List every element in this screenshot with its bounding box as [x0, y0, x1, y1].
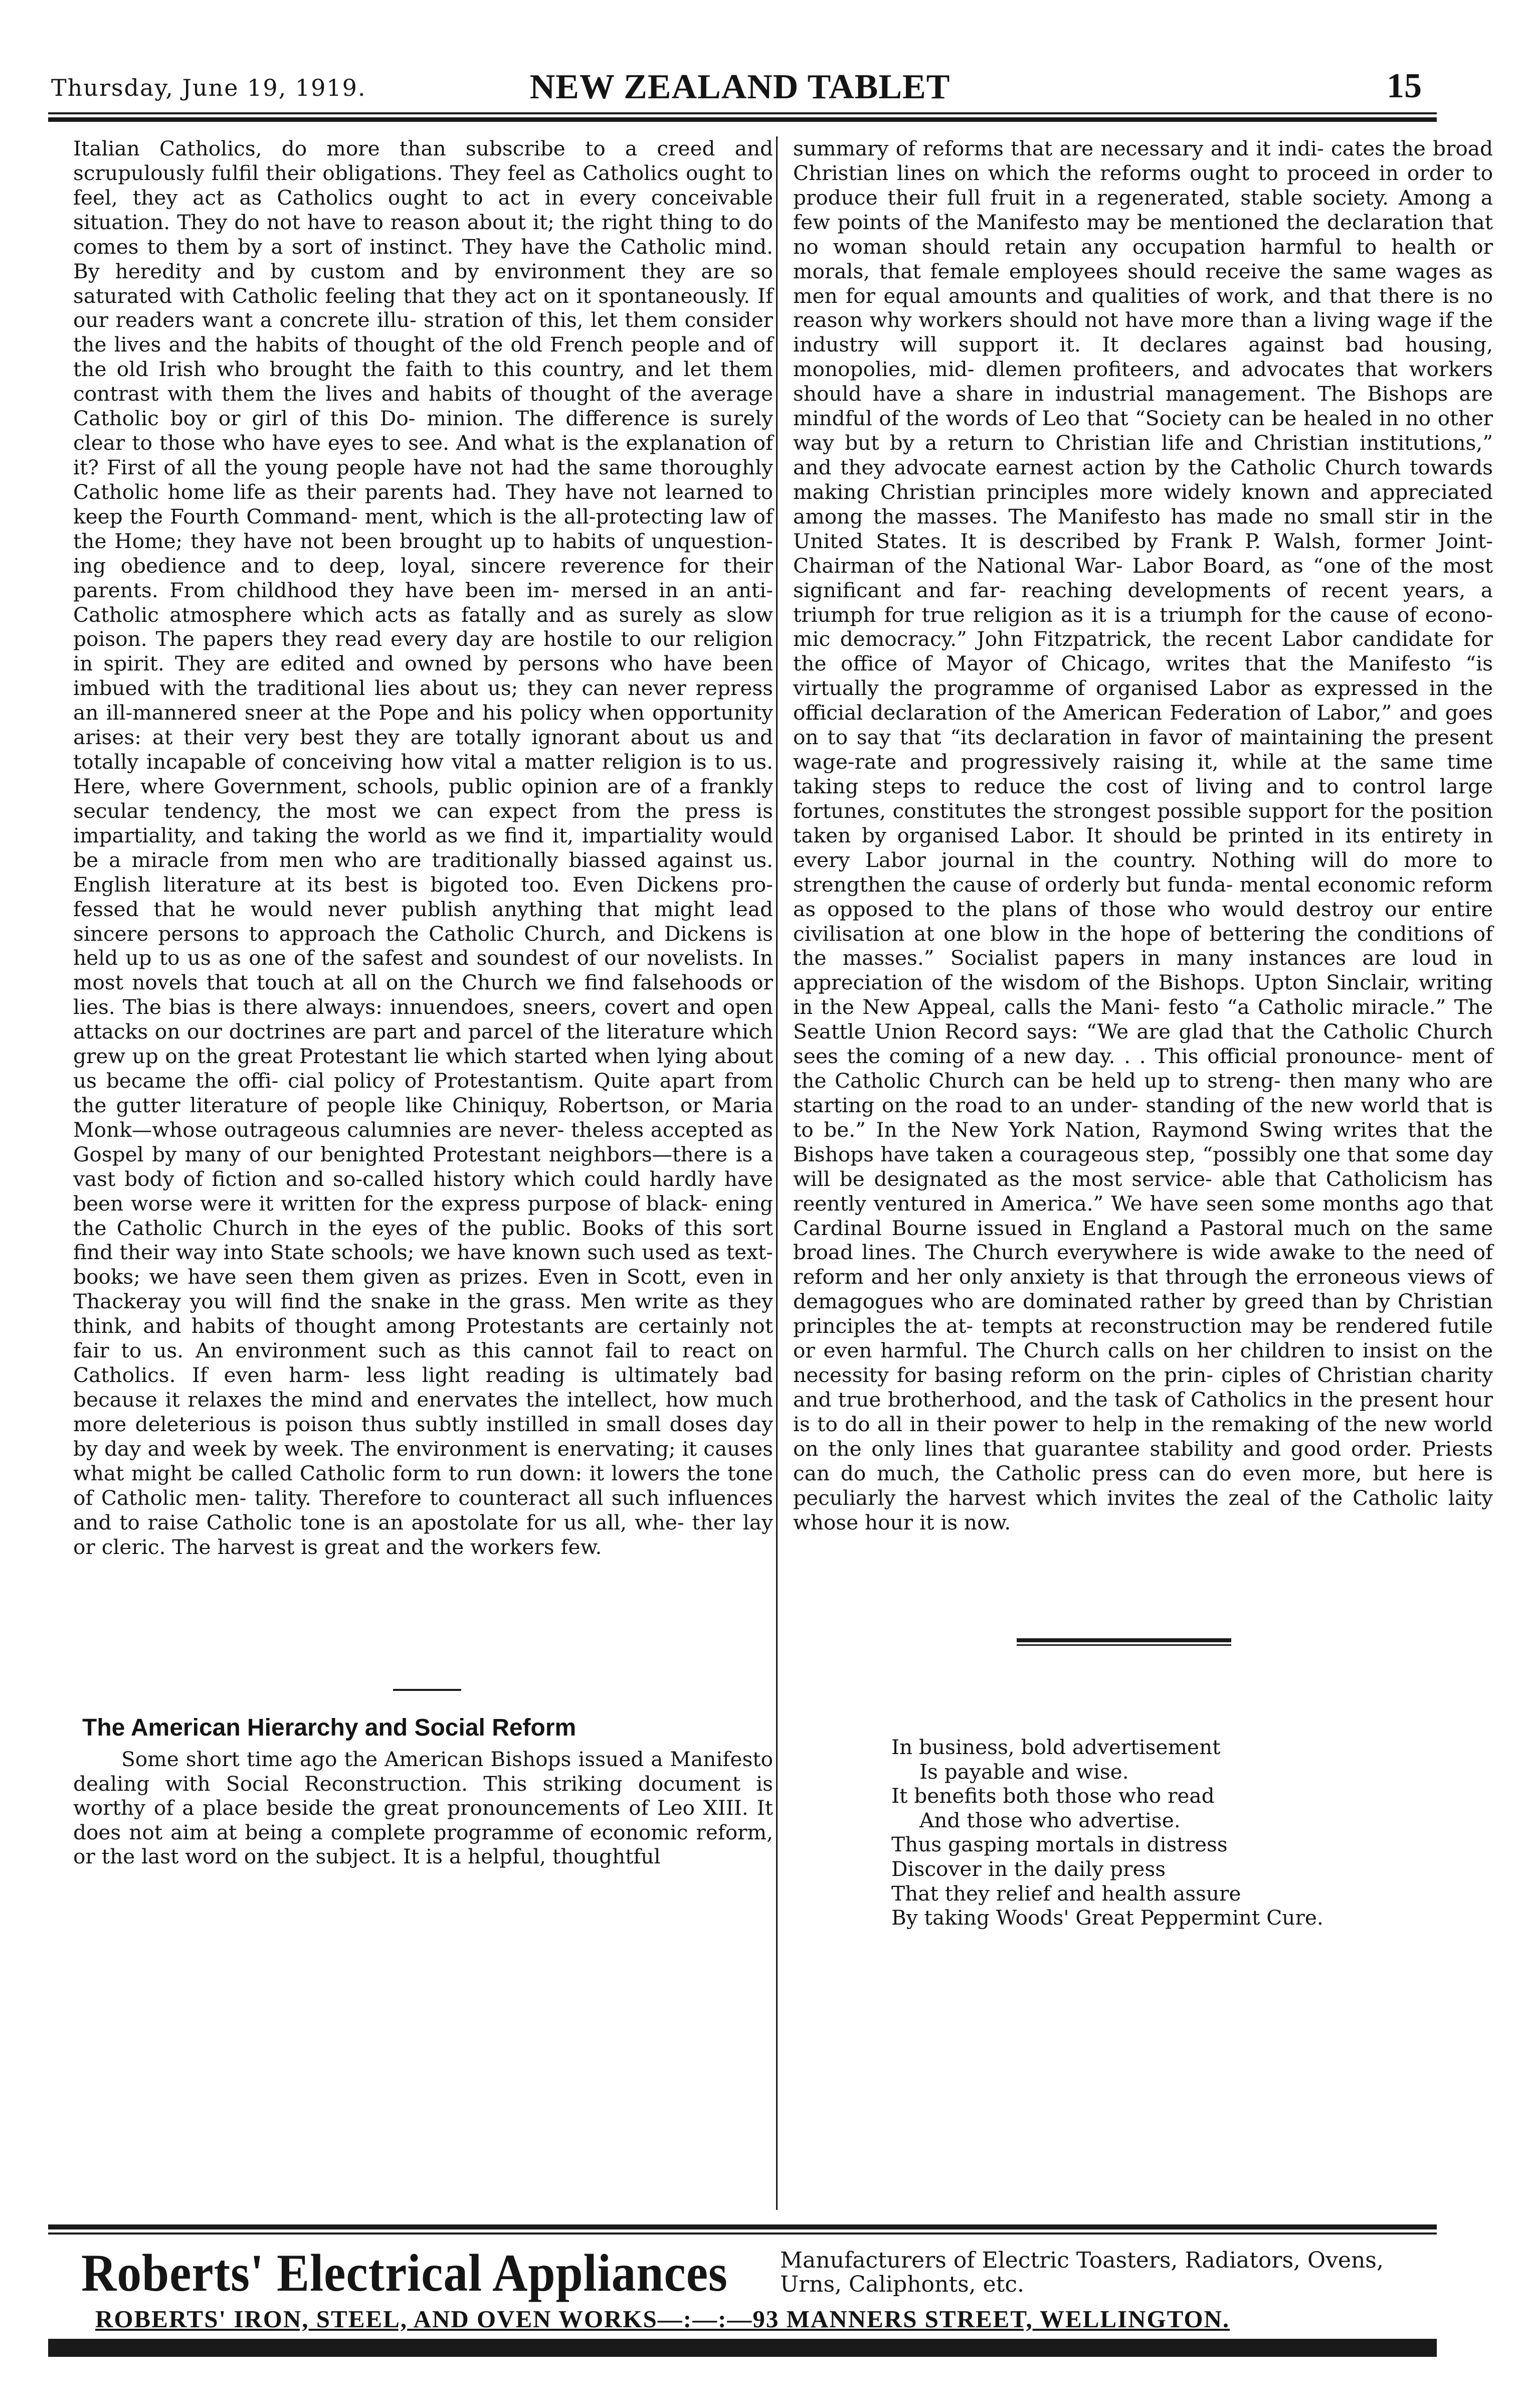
- left-column: [73, 136, 773, 1559]
- verse-line: It benefits both those who read: [891, 1784, 1215, 1808]
- verse-line: Thus gasping mortals in distress: [891, 1832, 1228, 1857]
- verse-line: By taking Woods' Great Peppermint Cure.: [891, 1906, 1323, 1930]
- ad-description: Manufacturers of Electric Toasters, Radiators, Ovens, Urns, Caliphonts, etc.: [780, 2248, 1384, 2297]
- verse-line: And those who advertise.: [919, 1808, 1181, 1832]
- verse-line: Is payable and wise.: [919, 1759, 1129, 1784]
- section-separator: [393, 1689, 461, 1691]
- section-paragraph: Some short time ago the American Bishops issued a Manifesto dealing with Social Reconstruction. This striking document is worthy of a place beside the great pronouncements of Leo XIII. It does not aim at being a complete programme of economic reform, or the last word on the subject. It is a helpful, thoughtful: [73, 1747, 774, 1869]
- masthead-rule-thin: [48, 112, 1437, 114]
- right-column-text: summary of reforms that are necessary and it indi- cates the broad Christian lines on which the reforms ought to proceed in order to produce their full fruit in a regenerated, stable society. Among a few points of the Manifesto may be mentioned the declaration that no woman should retain any occupation harmful to health or morals, that female employees should receive the same wages as men for equal amounts and qualities of work, and that there is no reason why workers should not have more than a living wage if the industry will support it. It declares against bad housing, monopolies, mid- dlemen profiteers, and advocates that workers should have a share in industrial management. The Bishops are mindful of the words of Leo that “Society can be healed in no other way but by a return to Christian life and Christian institutions,” and they advocate earnest action by the Catholic Church towards making Christian principles more widely known and appreciated among the masses. The Manifesto has made no small stir in the United States. It is described by Frank P. Walsh, former Joint-Chairman of the National War- Labor Board, as “one of the most significant and far- reaching developments of recent years, a triumph for true religion as it is a triumph for the cause of econo- mic democracy.” John Fitzpatrick, the recent Labor candidate for the office of Mayor of Chicago, writes that the Manifesto “is virtually the programme of organised Labor as expressed in the official declaration of the American Federation of Labor,” and goes on to say that “its declaration in favor of maintaining the present wage-rate and progressively raising it, while at the same time taking steps to reduce the cost of living and to control large fortunes, constitutes the strongest possible support for the position taken by organised Labor. It should be printed in its entirety in every Labor journal in the country. Nothing will do more to strengthen the cause of orderly but funda- mental economic reform as opposed to the plans of those who would destroy our entire civilisation at one blow in the hope of bettering the conditions of the masses.” Socialist papers in many instances are loud in appreciation of the wisdom of the Bishops. Upton Sinclair, writing in the New Appeal, calls the Mani- festo “a Catholic miracle.” The Seattle Union Record says: “We are glad that the Catholic Church sees the coming of a new day. . . This official pronounce- ment of the Catholic Church can be held up to streng- then many who are starting on the road to an under- standing of the new world that is to be.” In the New York Nation, Raymond Swing writes that the Bishops have taken a courageous step, “possibly one that some day will be designated as the most service- able that Catholicism has reently ventured in America.” We have seen some months ago that Cardinal Bourne issued in England a Pastoral much on the same broad lines. The Church everywhere is wide awake to the need of reform and her only anxiety is that through the erroneous views of demagogues who are dominated rather by greed than by Christian principles the at- tempts at reconstruction may be rendered futile or even harmful. The Church calls on her children to insist on the necessity for basing reform on the prin- ciples of Christian charity and true brotherhood, and the task of Catholics in the present hour is to do all in their power to help in the remaking of the new world on the only lines that guarantee stability and good order. Priests can do much, the Catholic press can do even more, but here is peculiarly the harvest which invites the zeal of the Catholic laity whose hour it is now.: [793, 136, 1493, 1534]
- right-column: [793, 136, 1493, 1535]
- advertisement-banner: [48, 2224, 1437, 2360]
- poem-separator-thick: [1017, 1638, 1231, 1642]
- masthead: [48, 64, 1432, 107]
- ad-address: ROBERTS' IRON, STEEL, AND OVEN WORKS—:—:—93 MANNERS STREET, WELLINGTON.: [95, 2305, 1230, 2333]
- ad-rule: [48, 2224, 1437, 2229]
- column-divider: [776, 136, 778, 2210]
- verse-line: That they relief and health assure: [891, 1881, 1241, 1906]
- section-body: [73, 1747, 773, 1869]
- ad-brand-name: Roberts' Electrical Appliances: [81, 2244, 728, 2302]
- left-column-text: Italian Catholics, do more than subscribe to a creed and scrupulously fulfil their obligations. They feel as Catholics ought to feel, they act as Catholics ought to act in every conceivable situation. They do not have to reason about it; the right thing to do comes to them by a sort of instinct. They have the Catholic mind. By heredity and by custom and by environment they are so saturated with Catholic feeling that they act on it spontaneously. If our readers want a concrete illu- stration of this, let them consider the lives and the habits of thought of the old French people and of the old Irish who brought the faith to this country, and let them contrast with them the lives and habits of thought of the average Catholic boy or girl of this Do- minion. The difference is surely clear to those who have eyes to see. And what is the explanation of it? First of all the young people have not had the same thoroughly Catholic home life as their parents had. They have not learned to keep the Fourth Command- ment, which is the all-protecting law of the Home; they have not been brought up to habits of unquestion- ing obedience and to deep, loyal, sincere reverence for their parents. From childhood they have been im- mersed in an anti-Catholic atmosphere which acts as fatally and as surely as slow poison. The papers they read every day are hostile to our religion in spirit. They are edited and owned by persons who have been imbued with the traditional lies about us; they can never repress an ill-mannered sneer at the Pope and his policy when opportunity arises: at their very best they are totally ignorant about us and totally incapable of conceiving how vital a matter religion is to us. Here, where Government, schools, public opinion are of a frankly secular tendency, the most we can expect from the press is impartiality, and taking the world as we find it, impartiality would be a miracle from men who are traditionally biassed against us. English literature at its best is bigoted too. Even Dickens pro- fessed that he would never publish anything that might lead sincere persons to approach the Catholic Church, and Dickens is held up to us as one of the safest and soundest of our novelists. In most novels that touch at all on the Church we find falsehoods or lies. The bias is there always: innuendoes, sneers, covert and open attacks on our doctrines are part and parcel of the literature which grew up on the great Protestant lie which started when lying about us became the offi- cial policy of Protestantism. Quite apart from the gutter literature of people like Chiniquy, Robertson, or Maria Monk—whose outrageous calumnies are never- theless accepted as Gospel by many of our benighted Protestant neighbors—there is a vast body of fiction and so-called history which could hardly have been worse were it written for the express purpose of black- ening the Catholic Church in the eyes of the public. Books of this sort find their way into State schools; we have known such used as text-books; we have seen them given as prizes. Even in Scott, even in Thackeray you will find the snake in the grass. Men write as they think, and habits of thought among Protestants are certainly not fair to us. An environment such as this cannot fail to react on Catholics. If even harm- less light reading is ultimately bad because it relaxes the mind and enervates the intellect, how much more deleterious is poison thus subtly instilled in small doses day by day and week by week. The environment is enervating; it causes what might be called Catholic form to run down: it lowers the tone of Catholic men- tality. Therefore to counteract all such influences and to raise Catholic tone is an apostolate for us all, whe- ther lay or cleric. The harvest is great and the workers few.: [73, 136, 774, 1559]
- newspaper-title: NEW ZEALAND TABLET: [529, 68, 951, 106]
- masthead-rule-thick: [48, 117, 1437, 122]
- ad-rule: [48, 2232, 1437, 2234]
- advertising-verse: [891, 1735, 1443, 1930]
- page-number: 15: [1387, 67, 1422, 105]
- verse-line: In business, bold advertisement: [891, 1735, 1221, 1759]
- verse-line: Discover in the daily press: [891, 1856, 1166, 1881]
- poem-separator-thin: [1017, 1644, 1231, 1646]
- section-heading: The American Hierarchy and Social Reform: [82, 1714, 577, 1741]
- footer-bar: [48, 2339, 1437, 2357]
- issue-date: Thursday, June 19, 1919.: [51, 74, 366, 101]
